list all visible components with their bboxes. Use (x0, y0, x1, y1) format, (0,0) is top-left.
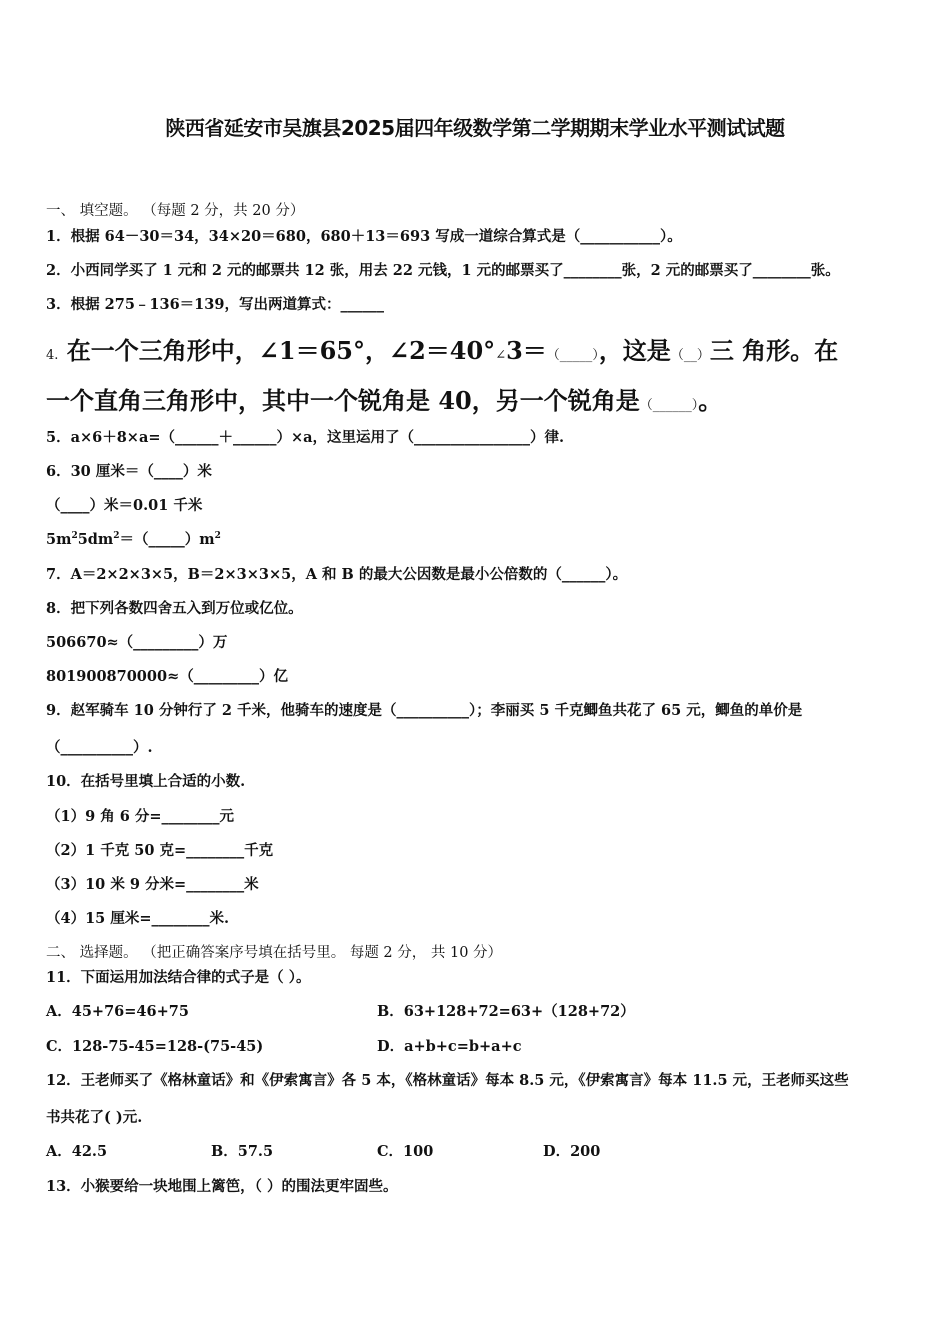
question-4-line-2-text: 一个直角三角形中，其中一个锐角是 40，另一个锐角是 (46, 386, 640, 415)
question-10-item: （4）15 厘米=________米. (46, 910, 230, 927)
question-13: 13．小猴要给一块地围上篱笆，（ ）的围法更牢固些。 (46, 1178, 398, 1195)
question-8-line-1: 8．把下列各数四舍五入到万位或亿位。 (46, 600, 303, 617)
question-11-option-a: A．45+76=46+75 (46, 1003, 189, 1020)
question-4-blank-1: （_____） (546, 348, 599, 363)
question-4-angle-mark: ∠ (495, 348, 507, 363)
question-6-line-2: （____）米＝0.01 千米 (46, 497, 203, 514)
question-1: 1．根据 64－30＝34，34×20＝680，680＋13＝693 写成一道综合算式是（___________）。 (46, 228, 682, 245)
question-3: 3．根据 275﹣136＝139，写出两道算式：______ (46, 296, 384, 313)
question-7: 7．A＝2×2×3×5，B＝2×3×3×5，A 和 B 的最大公因数是最小公倍数的（______）。 (46, 566, 628, 583)
question-8-line-2: 506670≈（_________）万 (46, 634, 228, 651)
superscript: 2 (214, 531, 221, 541)
question-4-text-d: ，这是 (598, 336, 671, 365)
question-12-line-1: 12．王老师买了《格林童话》和《伊索寓言》各 5 本，《格林童话》每本 8.5 元，《伊索寓言》每本 11.5 元，王老师买这些 (46, 1072, 849, 1089)
question-11-option-b: B．63+128+72=63+（128+72） (377, 1003, 635, 1020)
question-4-text-a: 在一个三角形中，∠1＝65°，∠2＝40° (66, 336, 496, 365)
question-12-line-2: 书共花了( )元. (46, 1109, 143, 1126)
question-4-blank-3: （______） (639, 398, 699, 413)
question-12-option-d: D．200 (543, 1143, 601, 1160)
question-2: 2．小西同学买了 1 元和 2 元的邮票共 12 张，用去 22 元钱，1 元的邮票买了________张，2 元的邮票买了________张。 (46, 262, 840, 279)
question-4-number: 4. (46, 348, 59, 363)
page-title: 陕西省延安市吴旗县2025届四年级数学第二学期期末学业水平测试试题 (165, 116, 785, 140)
question-4-line-1 (46, 336, 838, 371)
question-5: 5．a×6＋8×a=（______＋______）×a，这里运用了（________________）律. (46, 429, 565, 446)
question-9-line-2: （__________）. (46, 739, 153, 756)
question-4-text-e: 三 角形。在 (709, 336, 839, 365)
question-6-line-1: 6．30 厘米＝（____）米 (46, 463, 212, 480)
question-11-option-c: C．128-75-45=128-(75-45) (46, 1038, 264, 1055)
question-6-result: ＝（_____）m (119, 531, 215, 548)
question-6-m2-value: 5m (46, 531, 72, 548)
question-10-line-1: 10．在括号里填上合适的小数. (46, 773, 246, 790)
question-4-line-2-end: 。 (698, 386, 723, 415)
question-6-dm2-value: 5dm (77, 531, 114, 548)
section-1-heading: 一、 填空题。 （每题 2 分，共 20 分） (46, 203, 305, 219)
question-4-text-c: 3＝ (506, 336, 547, 365)
question-8-line-3: 801900870000≈（_________）亿 (46, 668, 288, 685)
question-10-item: （3）10 米 9 分米=________米 (46, 876, 259, 893)
question-12-option-a: A．42.5 (46, 1143, 108, 1160)
question-6-line-3 (46, 530, 221, 550)
section-2-heading: 二、 选择题。 （把正确答案序号填在括号里。 每题 2 分， 共 10 分） (46, 945, 503, 961)
question-11-option-d: D．a+b+c=b+a+c (377, 1038, 522, 1055)
superscript: 2 (113, 531, 120, 541)
question-10-item: （1）9 角 6 分=________元 (46, 808, 235, 825)
question-12-option-b: B．57.5 (211, 1143, 274, 1160)
superscript: 2 (71, 531, 78, 541)
question-10-item: （2）1 千克 50 克=________千克 (46, 842, 274, 859)
question-4-line-2 (46, 386, 722, 421)
question-11-stem: 11．下面运用加法结合律的式子是（ ）。 (46, 969, 311, 986)
question-12-option-c: C．100 (377, 1143, 434, 1160)
question-4-blank-2: （__） (670, 348, 710, 363)
question-9-line-1: 9．赵军骑车 10 分钟行了 2 千米，他骑车的速度是（__________）；李丽买 5 千克鲫鱼共花了 65 元，鲫鱼的单价是 (46, 702, 803, 719)
